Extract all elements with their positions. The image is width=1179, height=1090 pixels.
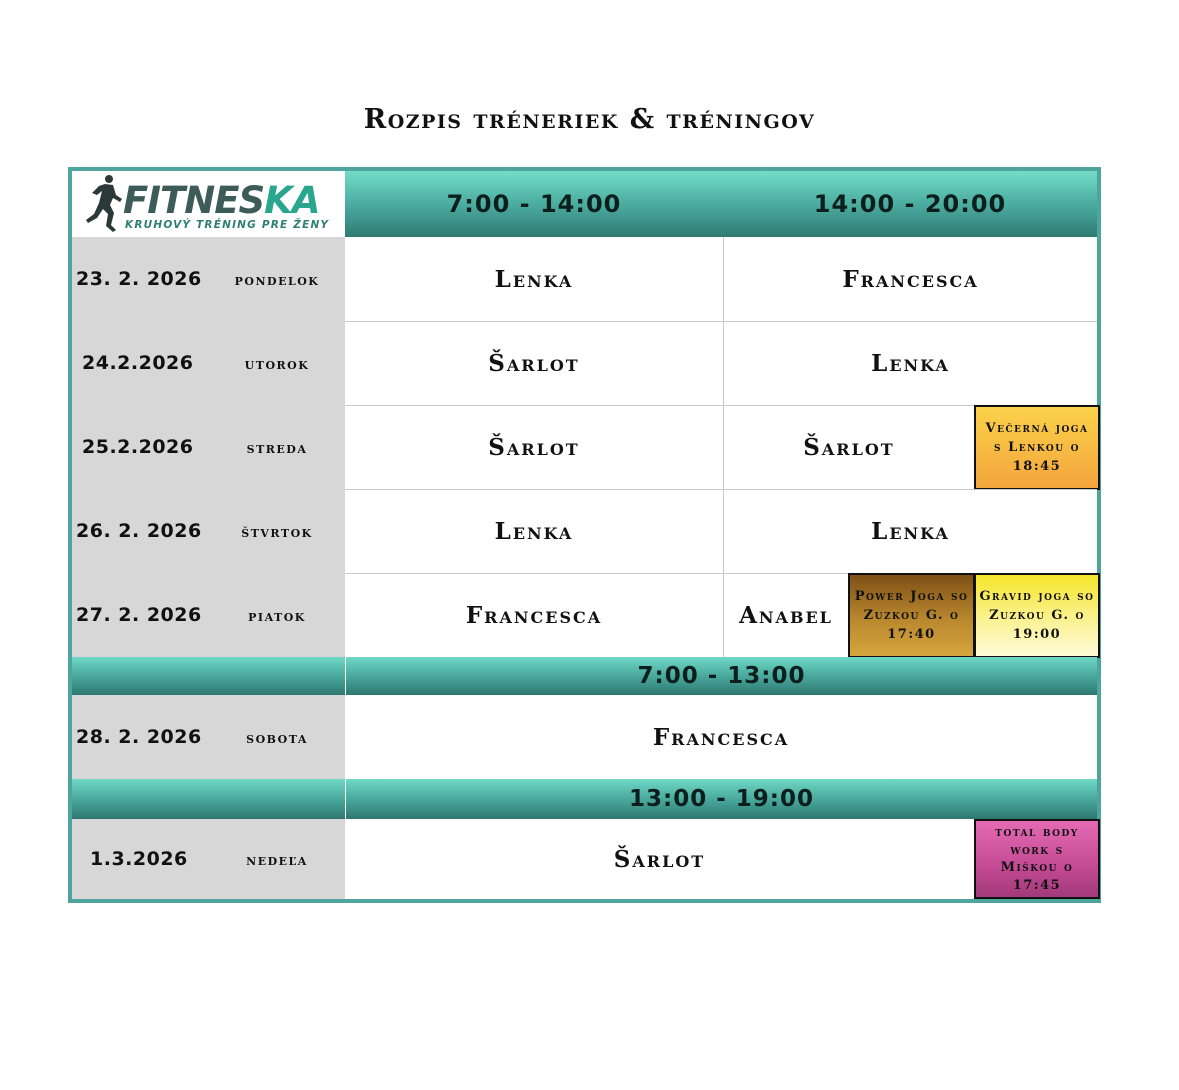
event-gravid-yoga: Gravid joga so Zuzkou G. o 19:00 xyxy=(974,573,1100,658)
trainer-afternoon: Lenka xyxy=(723,321,1097,405)
logo xyxy=(79,173,345,237)
day-label: nedeľa xyxy=(246,849,308,869)
date-label: 27. 2. 2026 xyxy=(76,604,202,626)
date-label: 1.3.2026 xyxy=(90,848,188,870)
date-label: 28. 2. 2026 xyxy=(76,726,202,748)
shift-sunday: 13:00 - 19:00 xyxy=(345,779,1097,819)
date-label: 23. 2. 2026 xyxy=(76,268,202,290)
event-total-body-work: total body work s Miškou o 17:45 xyxy=(974,819,1100,899)
logo-wordmark: FITNESKA xyxy=(123,179,320,222)
trainer-morning: Šarlot xyxy=(345,405,723,489)
logo-tagline: KRUHOVÝ TRÉNING PRE ŽENY xyxy=(125,219,330,231)
day-label: piatok xyxy=(248,605,306,625)
trainer-saturday: Francesca xyxy=(345,695,1097,779)
trainer-afternoon: Šarlot xyxy=(723,405,974,489)
event-evening-yoga: Večerná joga s Lenkou o 18:45 xyxy=(974,405,1100,490)
shift-weekday-afternoon: 14:00 - 20:00 xyxy=(813,190,1007,218)
trainer-afternoon: Lenka xyxy=(723,489,1097,573)
running-woman-icon xyxy=(83,173,127,237)
day-label: streda xyxy=(246,437,308,457)
date-label: 25.2.2026 xyxy=(82,436,194,458)
trainer-afternoon: Anabel xyxy=(723,573,848,657)
shift-saturday: 7:00 - 13:00 xyxy=(345,657,1097,695)
trainer-morning: Lenka xyxy=(345,237,723,321)
date-label: 24.2.2026 xyxy=(82,352,194,374)
day-label: pondelok xyxy=(234,269,320,289)
trainer-sunday: Šarlot xyxy=(345,819,974,899)
trainer-morning: Šarlot xyxy=(345,321,723,405)
schedule-table xyxy=(68,167,1101,903)
trainer-morning: Lenka xyxy=(345,489,723,573)
day-label: utorok xyxy=(244,353,310,373)
trainer-afternoon: Francesca xyxy=(723,237,1097,321)
day-label: štvrtok xyxy=(241,521,313,541)
date-label: 26. 2. 2026 xyxy=(76,520,202,542)
trainer-morning: Francesca xyxy=(345,573,723,657)
event-power-yoga: Power Joga so Zuzkou G. o 17:40 xyxy=(848,573,975,658)
day-label: sobota xyxy=(246,727,308,747)
page-title: Rozpis tréneriek & tréningov xyxy=(363,104,816,135)
shift-weekday-morning: 7:00 - 14:00 xyxy=(446,190,622,218)
